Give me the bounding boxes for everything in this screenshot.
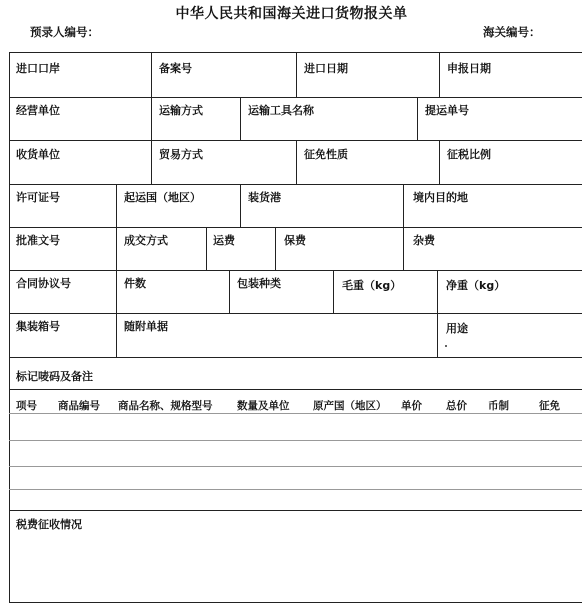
cell-divider — [116, 184, 117, 227]
cell-divider — [296, 52, 297, 97]
container-number-label: 集装箱号 — [16, 320, 60, 333]
vehicle-name-label: 运输工具名称 — [248, 104, 314, 117]
insurance-label: 保费 — [284, 234, 306, 247]
goods-column-header: 商品编号 — [58, 400, 100, 412]
goods-column-header: 单价 — [401, 400, 422, 412]
goods-column-header: 总价 — [446, 400, 467, 412]
cell-divider — [275, 227, 276, 270]
net-weight-label: 净重（kg） — [446, 279, 506, 292]
goods-column-header: 商品名称、规格型号 — [118, 400, 213, 412]
cell-divider — [417, 97, 418, 140]
import-date-label: 进口日期 — [304, 62, 348, 75]
cell-divider — [151, 140, 152, 184]
freight-label: 运费 — [213, 234, 235, 247]
usage-label: 用途 — [446, 322, 468, 335]
declaration-date-label: 申报日期 — [447, 62, 491, 75]
cell-divider — [439, 52, 440, 97]
row-divider — [9, 313, 582, 314]
goods-row-line — [9, 489, 582, 490]
bill-of-lading-label: 提运单号 — [425, 104, 469, 117]
goods-column-header: 项号 — [16, 400, 37, 412]
package-type-label: 包装种类 — [237, 277, 281, 290]
customs-number-label: 海关编号： — [483, 25, 541, 39]
row-divider — [9, 270, 582, 271]
tax-ratio-label: 征税比例 — [447, 148, 491, 161]
row-divider — [9, 184, 582, 185]
cell-divider — [437, 270, 438, 313]
cell-divider — [240, 97, 241, 140]
trade-mode-label: 贸易方式 — [159, 148, 203, 161]
cell-divider — [151, 97, 152, 140]
cell-divider — [333, 270, 334, 313]
attached-documents-label: 随附单据 — [124, 320, 168, 333]
deal-mode-label: 成交方式 — [124, 234, 168, 247]
row-divider — [9, 357, 582, 358]
pieces-label: 件数 — [124, 277, 146, 290]
row-divider — [9, 97, 582, 98]
cell-divider — [240, 184, 241, 227]
preentry-number-label: 预录人编号： — [30, 25, 99, 39]
ink-mark — [445, 345, 447, 347]
goods-column-header: 征免 — [539, 400, 560, 412]
consignee-label: 收货单位 — [16, 148, 60, 161]
row-divider — [9, 227, 582, 228]
goods-column-header: 原产国（地区） — [313, 400, 387, 412]
domestic-destination-label: 境内目的地 — [413, 191, 468, 204]
gross-weight-label: 毛重（kg） — [342, 279, 402, 292]
cell-divider — [403, 184, 404, 227]
tax-collection-label: 税费征收情况 — [16, 518, 82, 531]
cell-divider — [296, 140, 297, 184]
cell-divider — [151, 52, 152, 97]
marks-remarks-label: 标记唛码及备注 — [16, 370, 93, 383]
operator-label: 经营单位 — [16, 104, 60, 117]
contract-number-label: 合同协议号 — [16, 277, 71, 290]
goods-column-header: 数量及单位 — [237, 400, 290, 412]
cell-divider — [116, 270, 117, 313]
goods-row-line — [9, 440, 582, 441]
transport-mode-label: 运输方式 — [159, 104, 203, 117]
record-number-label: 备案号 — [159, 62, 192, 75]
exemption-nature-label: 征免性质 — [304, 148, 348, 161]
form-title: 中华人民共和国海关进口货物报关单 — [175, 6, 408, 22]
origin-country-label: 起运国（地区） — [124, 191, 201, 204]
cell-divider — [437, 313, 438, 357]
license-number-label: 许可证号 — [16, 191, 60, 204]
loading-port-label: 装货港 — [248, 191, 281, 204]
goods-row-line — [9, 413, 582, 414]
cell-divider — [206, 227, 207, 270]
goods-row-line — [9, 466, 582, 467]
row-divider — [9, 510, 582, 511]
goods-column-header: 币制 — [488, 400, 509, 412]
declaration-form-frame — [9, 52, 582, 603]
import-port-label: 进口口岸 — [16, 62, 60, 75]
approval-number-label: 批准文号 — [16, 234, 60, 247]
cell-divider — [439, 140, 440, 184]
row-divider — [9, 389, 582, 390]
cell-divider — [403, 227, 404, 270]
cell-divider — [229, 270, 230, 313]
cell-divider — [116, 227, 117, 270]
misc-fee-label: 杂费 — [413, 234, 435, 247]
cell-divider — [116, 313, 117, 357]
